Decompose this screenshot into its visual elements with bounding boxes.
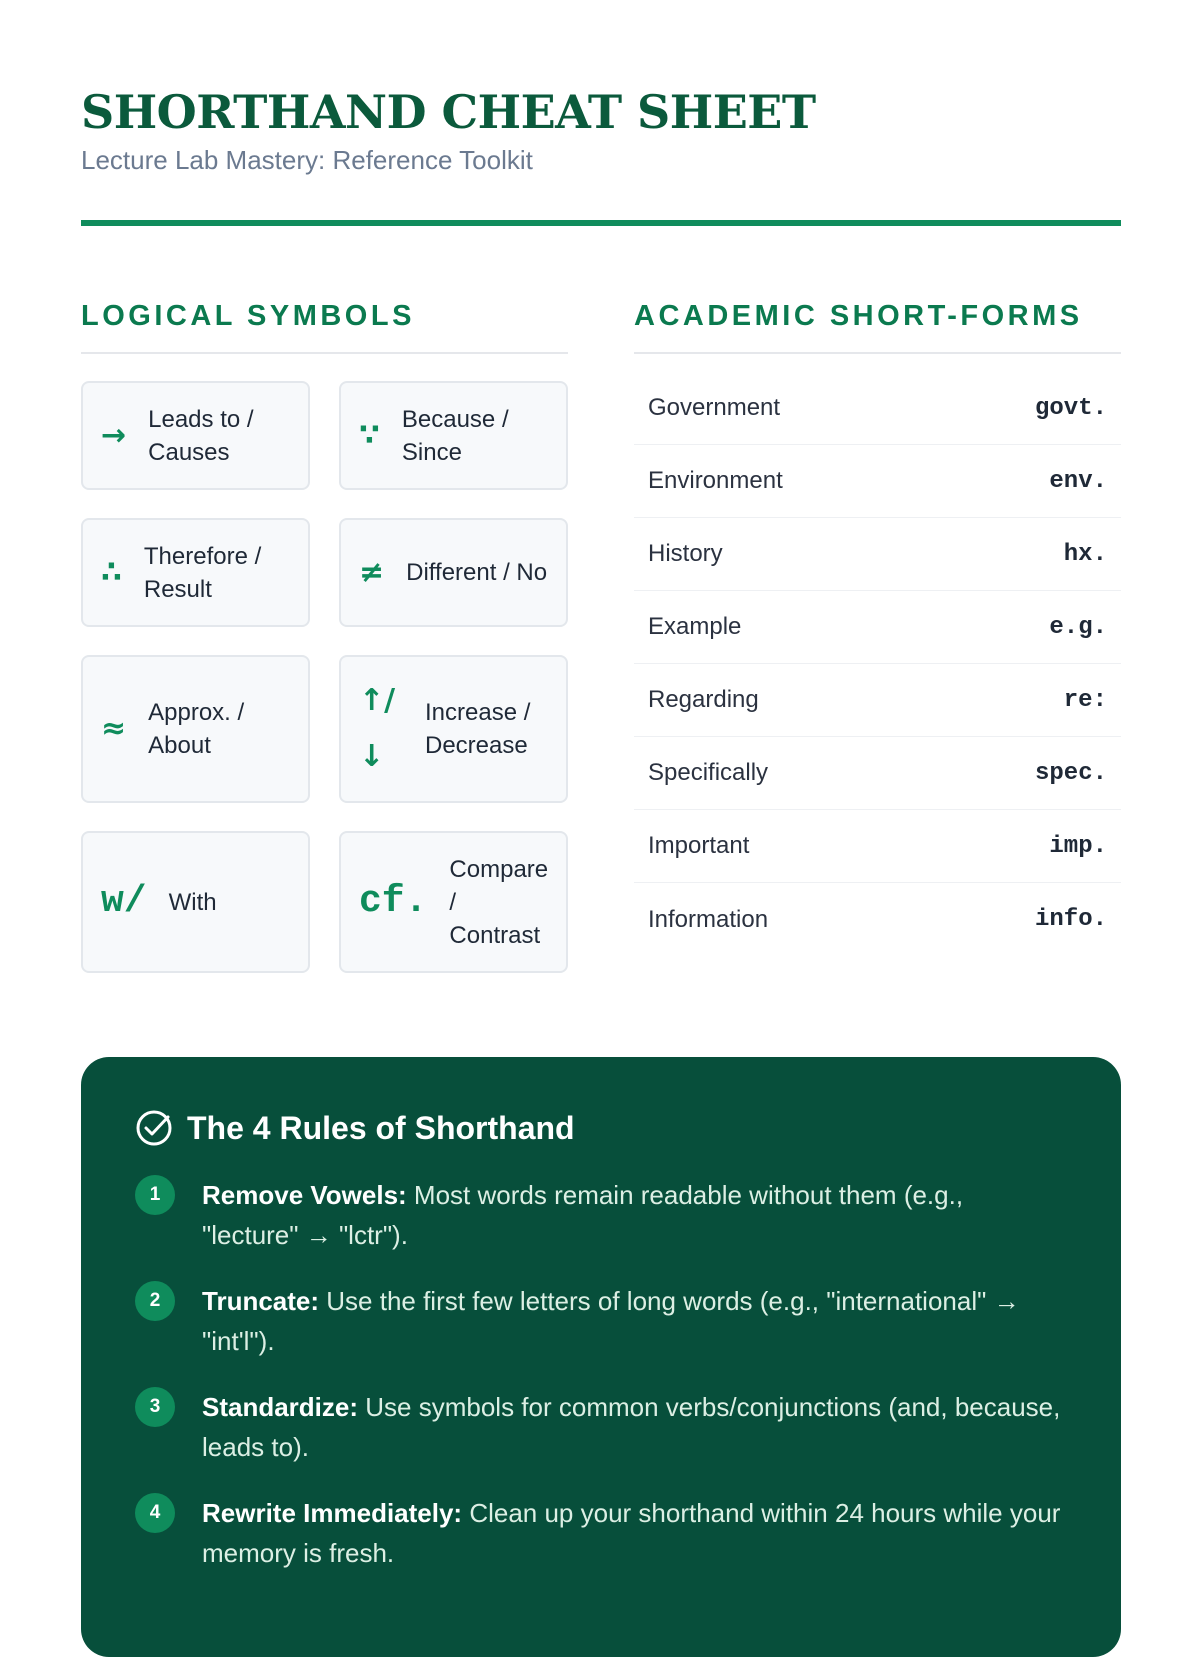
symbol-label: Increase / Decrease: [425, 699, 531, 759]
symbol-label: Different / No: [406, 559, 548, 586]
abbreviation-short: info.: [1034, 906, 1107, 933]
symbol-grid: [81, 381, 568, 1001]
with-symbol: w/: [101, 880, 147, 923]
rule-heading: Truncate:: [202, 1286, 320, 1316]
rule-item: [135, 1175, 1067, 1255]
symbol-label: Because / Since: [401, 405, 509, 466]
rules-heading: [135, 1109, 1067, 1147]
abbreviation-short: re:: [1063, 686, 1107, 714]
abbreviation-word: Specifically: [648, 759, 769, 786]
abbreviation-word: Important: [648, 832, 750, 859]
compare-symbol: cf.: [359, 880, 428, 923]
symbol-label: Leads to / Causes: [148, 405, 254, 466]
abbreviation-word: History: [648, 540, 723, 567]
abbreviation-row: [634, 737, 1121, 810]
rule-number-badge: 4: [135, 1493, 175, 1533]
rule-item: [135, 1281, 1067, 1361]
check-circle-icon: [135, 1109, 173, 1147]
abbreviation-list: [634, 372, 1121, 956]
header: [81, 84, 1119, 226]
abbreviation-row: [634, 445, 1121, 518]
abbreviation-word: Example: [648, 613, 742, 640]
rule-body: Clean up your shorthand within 24 hours while your memory is fresh.: [202, 1498, 1061, 1568]
rule-text: [202, 1493, 1062, 1573]
abbreviation-row: [634, 883, 1121, 956]
abbreviation-short: env.: [1049, 467, 1107, 495]
page-title: SHORTHAND CHEAT SHEET: [81, 85, 816, 139]
symbol-label: Compare / Contrast: [449, 855, 549, 949]
abbreviation-row: [634, 664, 1121, 737]
header-divider: [81, 220, 1121, 226]
symbol-card-with: [81, 831, 310, 973]
arrow-right-symbol: →: [101, 417, 127, 453]
rule-number-badge: 2: [135, 1281, 175, 1321]
abbreviation-short: govt.: [1034, 394, 1107, 422]
abbreviation-row: [634, 810, 1121, 883]
abbreviation-short: hx.: [1063, 540, 1107, 568]
rule-item: [135, 1493, 1067, 1573]
therefore-symbol: ∴: [101, 554, 122, 590]
rule-number-badge: 3: [135, 1387, 175, 1427]
rule-number-badge: 1: [135, 1175, 175, 1215]
abbreviation-word: Environment: [648, 467, 783, 494]
approx-symbol: ≈: [101, 711, 127, 746]
abbreviation-row: [634, 372, 1121, 445]
symbol-card-therefore: [81, 518, 310, 627]
symbol-card-because: [339, 381, 568, 490]
rule-text: [202, 1281, 1062, 1361]
logical-symbols-section: [81, 298, 568, 1001]
academic-short-forms-section: [634, 298, 1121, 1001]
symbol-card-compare: [339, 831, 568, 973]
abbreviation-row: [634, 591, 1121, 664]
abbreviation-row: [634, 518, 1121, 591]
rule-body: Most words remain readable without them (e.g., "lecture" → "lctr").: [202, 1180, 964, 1250]
up-down-arrow-symbol: ↑/↓: [359, 683, 396, 774]
rules-title: The 4 Rules of Shorthand: [187, 1109, 575, 1146]
abbreviation-word: Information: [648, 905, 769, 933]
rule-body: Use symbols for common verbs/conjunctions (and, because, leads to).: [202, 1392, 1061, 1462]
symbol-label: Approx. / About: [148, 699, 245, 759]
not-equal-symbol: ≠: [359, 554, 385, 590]
abbreviation-short: imp.: [1049, 832, 1107, 860]
rule-heading: Remove Vowels:: [202, 1180, 407, 1210]
content-columns: [81, 298, 1121, 1001]
abbreviation-short: e.g.: [1049, 613, 1107, 641]
symbol-card-approx: [81, 655, 310, 803]
rule-text: [202, 1387, 1062, 1467]
rule-item: [135, 1387, 1067, 1467]
rule-heading: Standardize:: [202, 1392, 359, 1422]
rule-heading: Rewrite Immediately:: [202, 1498, 463, 1528]
abbreviation-word: Regarding: [648, 686, 759, 713]
symbol-card-different: [339, 518, 568, 627]
page-subtitle: Lecture Lab Mastery: Reference Toolkit: [81, 145, 533, 175]
symbol-card-increase-decrease: [339, 655, 568, 803]
rules-panel: [81, 1057, 1121, 1657]
symbol-card-leads-to: [81, 381, 310, 490]
because-symbol: ∵: [359, 417, 380, 453]
rule-body: Use the first few letters of long words (e.g., "international" → "int'l").: [202, 1286, 1020, 1356]
academic-short-forms-title: ACADEMIC SHORT-FORMS: [634, 298, 1121, 354]
symbol-label: Therefore / Result: [143, 542, 262, 603]
logical-symbols-title: LOGICAL SYMBOLS: [81, 298, 568, 354]
symbol-label: With: [168, 888, 217, 916]
abbreviation-word: Government: [648, 394, 781, 421]
rule-text: [202, 1175, 1062, 1255]
abbreviation-short: spec.: [1034, 759, 1107, 787]
